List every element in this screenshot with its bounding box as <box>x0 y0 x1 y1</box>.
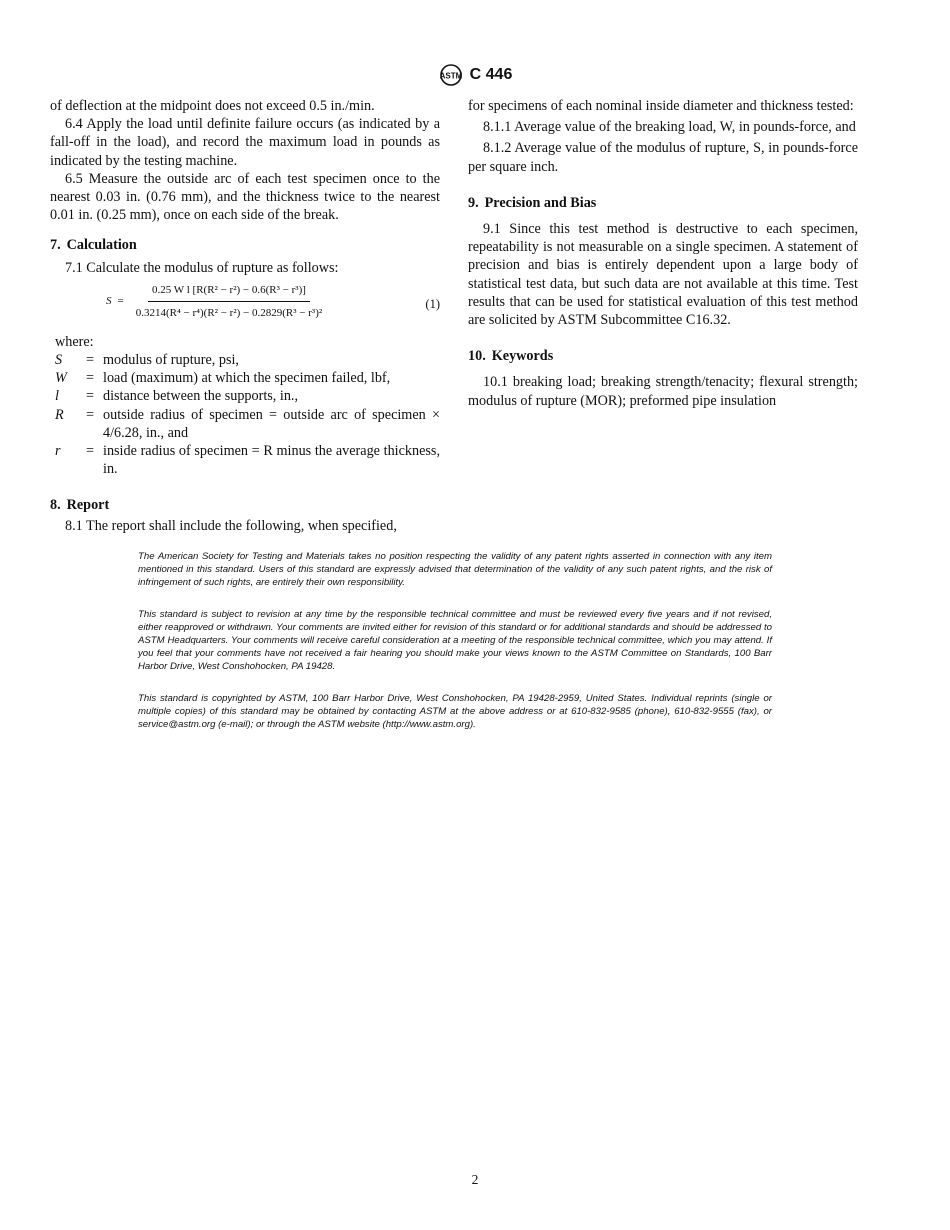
page-number: 2 <box>471 1172 479 1187</box>
equation-lhs: S <box>106 295 112 308</box>
definition-row: S = modulus of rupture, psi, <box>55 352 239 369</box>
definition-row: l = distance between the supports, in., <box>55 388 299 405</box>
paragraph-8-1-2: 8.1.2 Average value of the modulus of rupture, S, in pounds-force per square inch. <box>468 140 858 175</box>
section-number: 7. <box>50 237 61 254</box>
astm-logo-icon <box>438 64 464 86</box>
section-heading-report <box>50 496 440 514</box>
left-column <box>50 97 440 535</box>
paragraph: of deflection at the midpoint does not exceed 0.5 in./min. <box>50 98 375 114</box>
logo-text: ASTM <box>439 71 462 81</box>
footer-note-revision: This standard is subject to revision at any time by the responsible technical committee and must be reviewed every five years and if not revised, either reapproved or withdrawn. Your comments are invited either for revision of this standard or for additional standards and should be addressed to ASTM Headquarters. Your comments will receive careful consideration at a meeting of the responsible technical committee, which you may attend. If you feel that your comments have not received a fair hearing you should make your views known to the ASTM Committee on Standards, 100 Barr Harbor Drive, West Conshohocken, PA 19428. <box>138 609 772 672</box>
definition-row: W = load (maximum) at which the specimen failed, lbf, <box>55 370 391 387</box>
paragraph-7-1: 7.1 Calculate the modulus of rupture as follows: <box>65 259 339 276</box>
equation <box>50 281 440 325</box>
section-heading-precision <box>468 194 858 212</box>
section-title: Keywords <box>491 348 554 365</box>
paragraph-10-1: 10.1 breaking load; breaking strength/tenacity; flexural strength; modulus of rupture (MOR); preformed pipe insulation <box>468 374 858 409</box>
right-column <box>468 97 858 410</box>
paragraph-8-1-1: 8.1.1 Average value of the breaking load, W, in pounds-force, and <box>483 119 856 136</box>
equation-equals: = <box>117 295 124 308</box>
where-label: where: <box>55 333 94 350</box>
equation-fraction <box>132 281 326 322</box>
paragraph-6-5: 6.5 Measure the outside arc of each test specimen once to the nearest 0.03 in. (0.76 mm), and the thickness twice to the nearest 0.01 in. (0.25 mm), once on each side of the break. <box>50 170 440 224</box>
definition-row: r = inside radius of specimen = R minus the average thickness, in. <box>55 443 440 478</box>
section-number: 9. <box>468 194 479 211</box>
definition-row: R = outside radius of specimen = outside arc of specimen × 4/6.28, in., and <box>55 406 440 441</box>
document-code: C 446 <box>469 66 513 83</box>
equation-number: (1) <box>425 296 440 311</box>
footer-note-patent: The American Society for Testing and Materials takes no position respecting the validity of any patent rights asserted in connection with any item mentioned in this standard. Users of this standard are expressly advised that determination of the validity of any such patent rights, and the risk of infringement of such rights, are entirely their own responsibility. <box>138 551 772 588</box>
section-title: Calculation <box>66 237 137 254</box>
equation-denominator: 0.3214(R⁴ − r⁴)(R² − r²) − 0.2829(R³ − r³)² <box>135 307 323 320</box>
section-heading-calculation <box>50 236 440 254</box>
equation-numerator: 0.25 W l [R(R² − r²) − 0.6(R³ − r³)] <box>148 281 310 302</box>
section-title: Precision and Bias <box>484 194 597 211</box>
paragraph-8-1: 8.1 The report shall include the following, when specified, <box>65 517 397 534</box>
footer-note-copyright: This standard is copyrighted by ASTM, 100 Barr Harbor Drive, West Conshohocken, PA 19428-2959, United States. Individual reprints (single or multiple copies) of this standard may be obtained by contacting ASTM at the above address or at 610-832-9585 (phone), 610-832-9555 (fax), or service@astm.org (e-mail); or through the ASTM website (http://www.astm.org). <box>138 693 772 730</box>
paragraph-6-4: 6.4 Apply the load until definite failure occurs (as indicated by a fall-off in the load), and record the maximum load in pounds as indicated by the testing machine. <box>50 116 440 169</box>
paragraph: for specimens of each nominal inside diameter and thickness tested: <box>468 98 854 114</box>
section-number: 8. <box>50 497 61 514</box>
page-header <box>0 64 950 86</box>
section-title: Report <box>66 497 110 514</box>
section-heading-keywords <box>468 347 858 365</box>
paragraph-9-1: 9.1 Since this test method is destructive to each specimen, repeatability is not measurable on a single specimen. A statement of precision and bias is entirely dependent upon a large body of statistical test data, but such data are not available at this time. Test results that can be used for statistical evaluation of this test method are solicited by ASTM Subcommittee C16.32. <box>468 221 858 329</box>
definitions <box>55 333 440 479</box>
section-number: 10. <box>468 348 486 365</box>
